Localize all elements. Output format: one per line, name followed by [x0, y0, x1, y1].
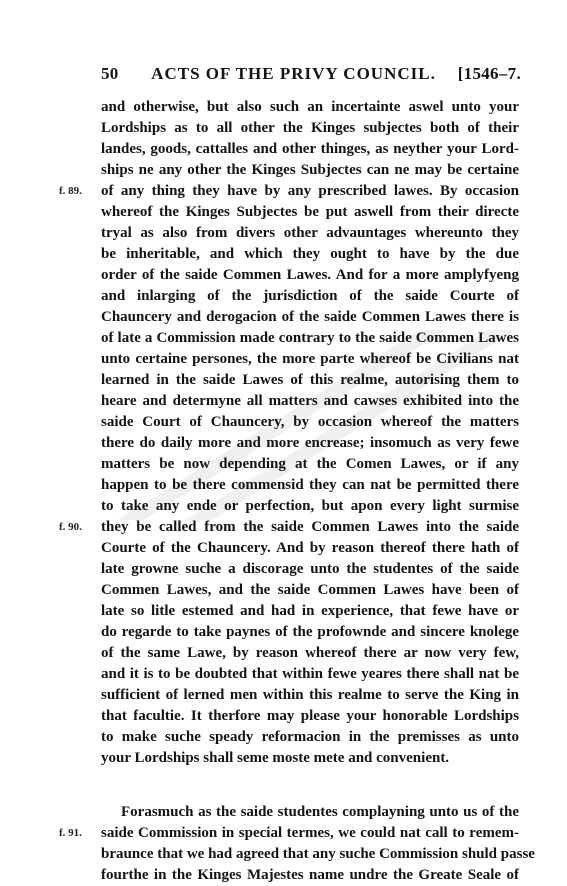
text-line: to take any ende or perfection, but apon every light surmise [101, 498, 519, 514]
text-line: sufficient of lerned men within this realme to serve the King in [101, 687, 519, 703]
text-line: whereof the Kinges Subjectes be put aswell from their directe [101, 204, 519, 220]
text-line: tryal as also from divers other advauntages whereunto they [101, 225, 519, 241]
text-line: be inheritable, and which they ought to have by the due [101, 246, 519, 262]
page-header [101, 64, 521, 88]
folio-marker: f. 91. [59, 827, 82, 839]
text-line: happen to be there commensid they can nat be permitted there [101, 477, 519, 493]
text-line: and inlarging of the jurisdiction of the saide Courte of [101, 288, 519, 304]
folio-marker: f. 89. [59, 185, 82, 197]
text-line: and it is to be doubted that within fewe yeares there shall nat be [101, 666, 519, 682]
text-line: braunce that we had agreed that any suche Commission shuld passe [101, 846, 535, 862]
text-line: Commen Lawes, and the saide Commen Lawes have been of [101, 582, 519, 598]
text-line: landes, goods, cattalles and other thinges, as neyther your Lord- [101, 141, 519, 157]
running-title: ACTS OF THE PRIVY COUNCIL. [151, 64, 436, 83]
text-line: there do daily more and more encrease; insomuch as very fewe [101, 435, 519, 451]
text-line: ships ne any other the Kinges Subjectes can ne may be certaine [101, 162, 519, 178]
text-line: and otherwise, but also such an incertainte aswel unto your [101, 99, 519, 115]
text-line: your Lordships shall seme moste mete and convenient. [101, 750, 450, 766]
text-line: heare and determyne all matters and cawses exhibited into the [101, 393, 519, 409]
text-line: saide Commission in special termes, we could nat call to remem- [101, 825, 519, 841]
text-line: Chauncery and derogacion of the saide Commen Lawes there is [101, 309, 519, 325]
text-line: of the same Lawe, by reason whereof there ar now very few, [101, 645, 519, 661]
text-line: Lordships as to all other the Kinges subjectes both of their [101, 120, 519, 136]
text-line: Courte of the Chauncery. And by reason thereof there hath of [101, 540, 519, 556]
year-range: [1546–7. [457, 64, 521, 83]
text-line: do regarde to take paynes of the profownde and sincere knolege [101, 624, 519, 640]
text-line: saide Court of Chauncery, by occasion whereof the matters [101, 414, 519, 430]
text-line: fourthe in the Kinges Majestes name undre the Greate Seale of [101, 867, 519, 883]
text-line: order of the saide Commen Lawes. And for a more amplyfyeng [101, 267, 519, 283]
text-line: late so litle estemed and had in experience, that fewe have or [101, 603, 519, 619]
text-line: learned in the saide Lawes of this realme, autorising them to [101, 372, 519, 388]
text-line: of any thing they have by any prescribed lawes. By occasion [101, 183, 519, 199]
text-line: late growne suche a discorage unto the studentes of the saide [101, 561, 519, 577]
page-number: 50 [101, 64, 119, 83]
text-line: to make suche speady reformacion in the premisses as unto [101, 729, 519, 745]
text-line: that facultie. It therfore may please your honorable Lordships [101, 708, 519, 724]
text-line: Forasmuch as the saide studentes complayning unto us of the [121, 804, 519, 820]
text-line: unto certaine persones, the more parte whereof be Civilians nat [101, 351, 519, 367]
text-line: matters be now depending at the Comen Lawes, or if any [101, 456, 519, 472]
text-line: they be called from the saide Commen Lawes into the saide [101, 519, 519, 535]
text-line: of late a Commission made contrary to the saide Commen Lawes [101, 330, 519, 346]
folio-marker: f. 90. [59, 521, 82, 533]
